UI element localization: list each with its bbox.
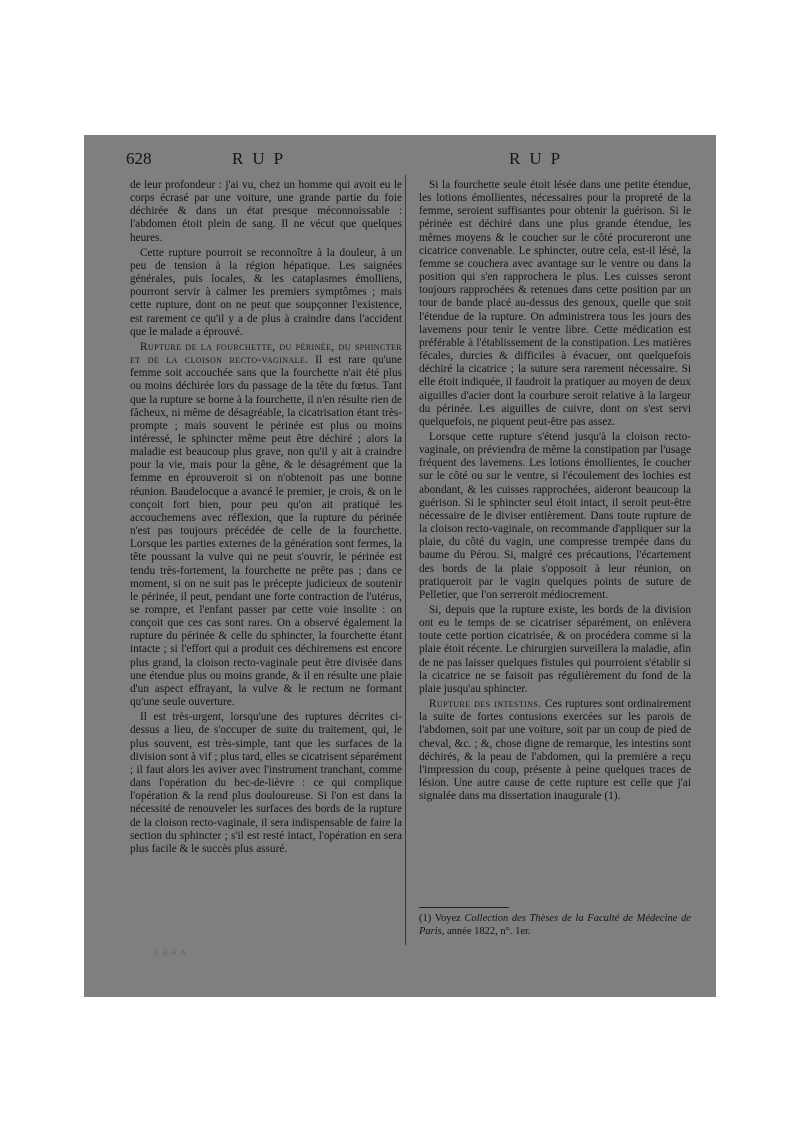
left-column	[130, 179, 402, 858]
footnote: (1) Voyez Collection des Thèses de la Faculté de Médecine de Paris, année 1822, n°. 1er.	[419, 913, 692, 937]
section-heading: Rupture des intestins.	[429, 698, 542, 711]
footnote-rule	[419, 907, 509, 908]
scanned-page	[84, 135, 716, 997]
paragraph: Rupture de la fourchette, du périnée, du sphincter et de la cloison recto-vaginale. Il est rare qu'une femme soit accouchée sans que la fourchette n'ait été plus ou moins déchirée lors du passage de la tête du fœtus. Tant que la rupture se borne à la fourchette, il n'en résulte rien de fâcheux, ni même de désagréable, la cicatrisation étant très-prompte ; mais souvent le périnée est plus ou moins intéressé, le sphincter même peut être déchiré ; alors la maladie est beaucoup plus grave, non qu'il y ait à craindre pour la vie, mais pour la gêne, & le désagrément que la femme en éprouveroit si on n'obtenoit pas une bonne réunion. Baudelocque a avancé le premier, je crois, & on le conçoit fort bien, pour peu qu'on ait pratiqué les accouchemens avec réflexion, que la rupture du périnée n'est pas toujours précédée de celle de la fourchette. Lorsque les parties externes de la génération sont fermes, la tête poussant la vulve qui ne peut s'ouvrir, le périnée est tendu très-fortement, la fourchette ne prête pas ; dans ce moment, si on ne suit pas le précepte judicieux de soutenir le périnée, il peut, pendant une forte contraction de l'utérus, se rompre, et l'enfant passer par cette voie insolite : on conçoit que ces cas sont rares. On a observé également la rupture du périnée & celle du sphincter, la fourchette étant intacte ; si l'effort qui a produit ces déchiremens est encore plus grand, la cloison recto-vaginale peut être divisée dans une étendue plus ou moins grande, & il en résulte une plaie d'un aspect effrayant, la vulve & le rectum ne formant qu'une seule ouverture.	[130, 340, 402, 709]
paragraph: Lorsque cette rupture s'étend jusqu'à la cloison recto-vaginale, on préviendra de même la constipation par l'usage fréquent des lavemens. Les lotions émollientes, le coucher sur le côté ou sur le ventre, si l'écoulement des lochies est abondant, & les cuisses rapprochées, aideront beaucoup la guérison. Si le sphincter seul étoit intact, il seroit peut-être nécessaire de le diviser entièrement. Dans toute rupture de la cloison recto-vaginale, on recommande d'appliquer sur la plaie, du côté du vagin, une compresse trempée dans du baume du Pérou. Si, malgré ces précautions, l'écartement des bords de la plaie s'opposoit à leur réunion, on pratiqueroit par le vagin quelques points de suture de Pelletier, que l'on serreroit médiocrement.	[419, 430, 691, 601]
paragraph: Si la fourchette seule étoit lésée dans une petite étendue, les lotions émollientes, nécessaires pour la propreté de la femme, seroient suffisantes pour obtenir la guérison. Si le périnée est déchiré dans une plus grande étendue, les mêmes moyens & le coucher sur le côté procureront une cicatrice convenable. Le sphincter, outre cela, est-il lésé, la femme se couchera avec avantage sur le ventre ou dans la position qui s'en rapprochera le plus. Les cuisses seront toujours rapprochées & retenues dans cette position par un tour de bande placé au-dessus des genoux, quelle que soit l'étendue de la rupture. On administrera tous les jours des lavemens pour tenir le ventre libre. Cette médication est préférable à l'établissement de la constipation. Les matières fécales, durcies & difficiles à évacuer, ont quelquefois déchiré la cicatrice ; la suture sera rarement nécessaire. Si elle étoit indiquée, il faudroit la pratiquer au moyen de deux aiguilles d'acier dont la courbure seroit relative à la largeur du périnée. Les aiguilles de cuivre, dont on s'est servi quelquefois, ne piquent peut-être pas assez.	[419, 179, 691, 428]
page-number: 628	[126, 149, 152, 168]
section-heading: Rupture de la fourchette, du périnée, du sphincter et de la cloison recto-vaginale.	[130, 340, 402, 367]
right-column	[419, 179, 691, 805]
margin-mark: ᴇʀʀᴀ	[154, 947, 189, 958]
paragraph: Rupture des intestins. Ces ruptures sont ordinairement la suite de fortes contusions exercées sur les parois de l'abdomen, soit par une voiture, soit par un coup de pied de cheval, &c. ; &, chose digne de remarque, les intestins sont déchirés, & la peau de l'abdomen, qui la première a reçu l'impression du coup, présente à peine quelques traces de lésion. Une autre cause de cette rupture est celle que j'ai signalée dans ma dissertation inaugurale (1).	[419, 698, 691, 803]
column-divider	[405, 175, 406, 945]
paragraph: Il est très-urgent, lorsqu'une des ruptures décrites ci-dessus a lieu, de s'occuper de suite du traitement, qui, le plus souvent, est très-simple, tant que les surfaces de la division sont à vif ; plus tard, elles se cicatrisent séparément ; il faut alors les aviver avec l'instrument tranchant, comme dans l'opération du bec-de-lièvre : ce qui complique l'opération & la rend plus douloureuse. Si l'on est dans la nécessité de renouveler les surfaces des bords de la rupture de la cloison recto-vaginale, il sera indispensable de faire la section du sphincter ; s'il est resté intact, l'opération en sera plus facile & le succès plus assuré.	[130, 711, 402, 855]
running-head-left: RUP	[232, 149, 293, 168]
paragraph: Cette rupture pourroit se reconnoître à la douleur, à un peu de tension à la région hépatique. Les saignées générales, puis locales, & les cataplasmes émolliens, pourront servir à calmer les premiers symptômes ; mais cette rupture, dont on ne peut que soupçonner l'existence, est rarement ce qu'il y a de plus à craindre dans l'accident que le malade a éprouvé.	[130, 246, 402, 338]
footnote-title: Collection des Thèses de la Faculté de Médecine de Paris	[419, 913, 692, 937]
paragraph: de leur profondeur : j'ai vu, chez un homme qui avoit eu le corps écrasé par une voiture, une grande partie du foie déchirée & dans un état presque méconnoissable : l'abdomen étoit plein de sang. Il ne vécut que quelques heures.	[130, 179, 402, 244]
running-head-right: RUP	[509, 149, 570, 168]
paragraph: Si, depuis que la rupture existe, les bords de la division ont eu le temps de se cicatriser séparément, on enlèvera toute cette portion cicatrisée, & on procédera comme si la plaie étoit récente. Le chirurgien surveillera la maladie, afin de ne pas laisser quelques fistules qui pourroient s'établir si la cicatrice ne se faisoit pas régulièrement du fond de la plaie jusqu'au sphincter.	[419, 604, 691, 695]
